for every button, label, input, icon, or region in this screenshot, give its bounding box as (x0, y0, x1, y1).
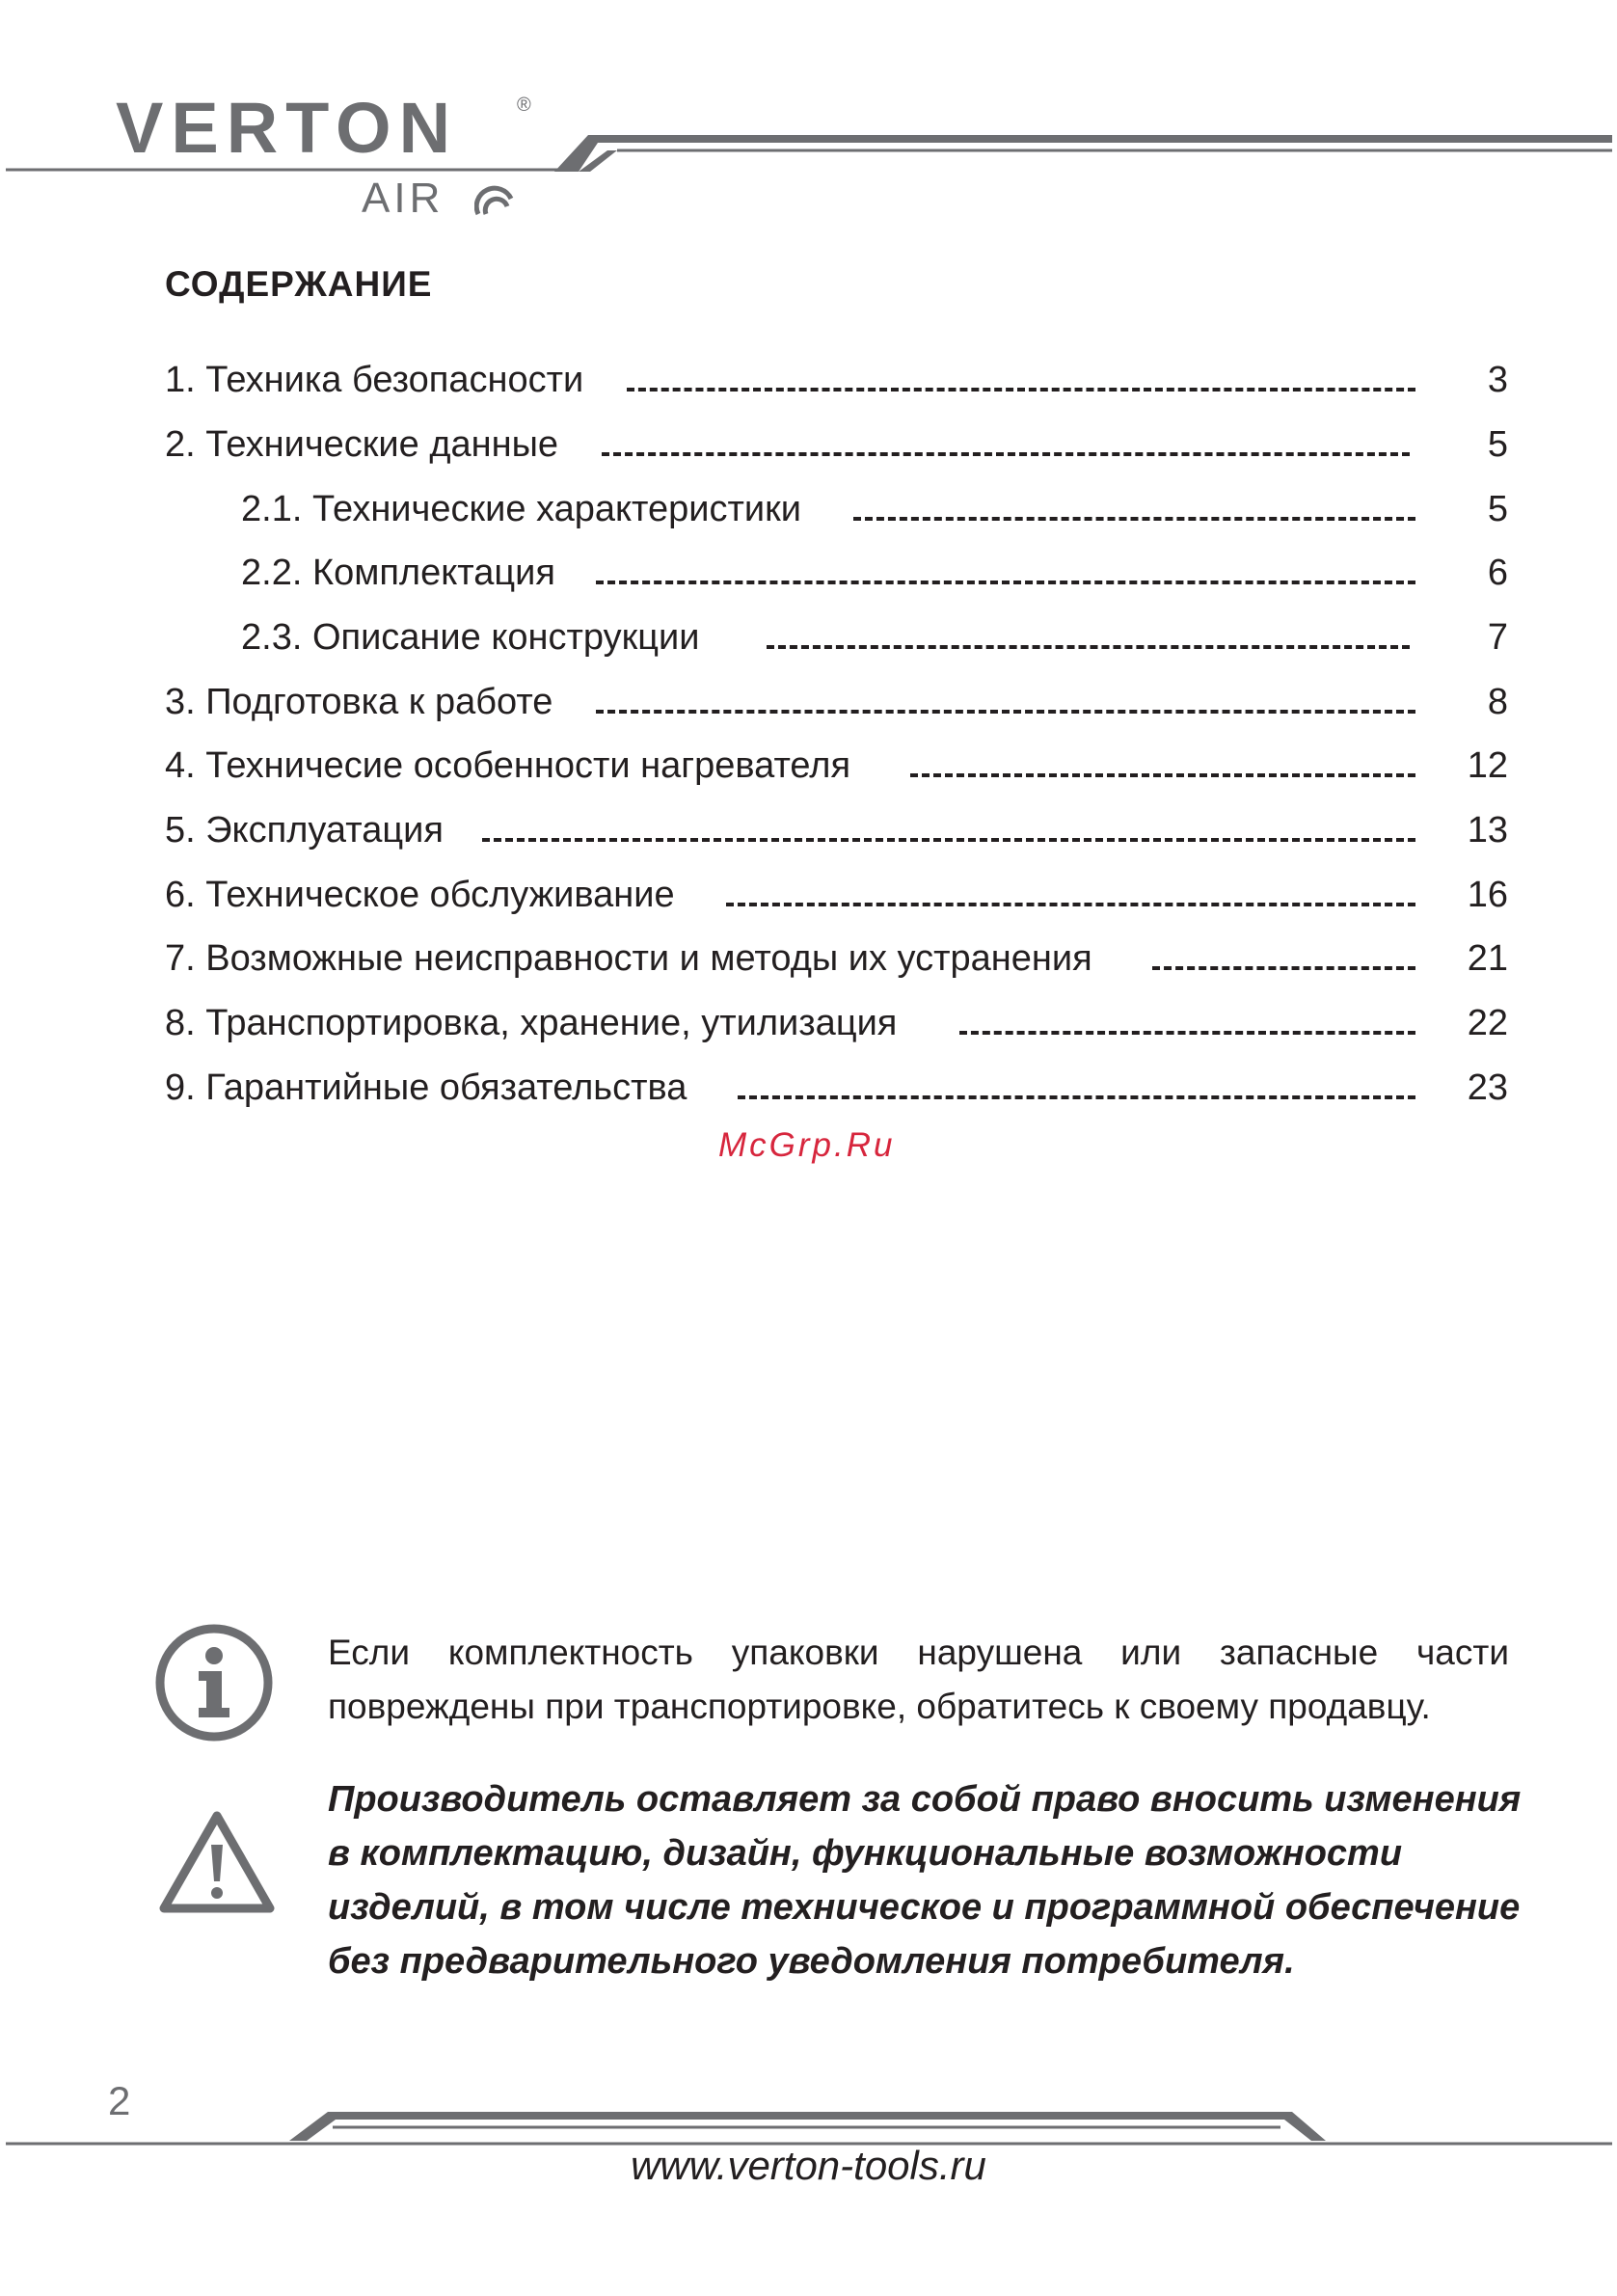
warning-notice-text: Производитель оставляет за собой право вносить изменения в комплектацию, дизайн, функциональные возможности изделий, в том числе техническое и программной обеспечение без предварительного уведомления потребителя. (328, 1779, 1522, 1982)
toc-leader (726, 871, 1415, 919)
toc-title: 4. Техничесие особенности нагревателя (165, 745, 851, 786)
air-swirl-icon (474, 179, 515, 218)
brand-logo: VERTON (116, 88, 459, 168)
toc-page-number: 22 (1467, 1003, 1508, 1043)
toc-leader (959, 999, 1415, 1047)
toc-page-number: 8 (1487, 682, 1508, 722)
toc-title: 1. Техника безопасности (165, 360, 584, 400)
toc-title: 3. Подготовка к работе (165, 682, 553, 722)
toc-page-number: 7 (1487, 617, 1508, 658)
toc-title: 2.1. Технические характеристики (241, 489, 801, 529)
toc-row[interactable] (0, 742, 1617, 790)
toc-page-number: 23 (1467, 1067, 1508, 1108)
info-notice-text: Если комплектность упаковки нарушена или запасные части повреждены при транспортировке, обратитесь к своему продавцу. (328, 1633, 1509, 1726)
toc-row[interactable] (0, 934, 1617, 983)
toc-leader (853, 485, 1415, 533)
watermark: McGrp.Ru (718, 1126, 896, 1164)
registered-mark: ® (517, 95, 531, 116)
toc-title: 8. Транспортировка, хранение, утилизация (165, 1003, 898, 1043)
toc-row[interactable] (0, 356, 1617, 404)
toc-page-number: 21 (1467, 938, 1508, 979)
toc-row[interactable] (0, 549, 1617, 597)
toc-title: 9. Гарантийные обязательства (165, 1067, 687, 1108)
toc-leader (910, 742, 1415, 790)
toc-page-number: 13 (1467, 810, 1508, 851)
page-title: СОДЕРЖАНИЕ (165, 264, 433, 304)
toc-page-number: 16 (1467, 875, 1508, 915)
toc-row[interactable] (0, 806, 1617, 854)
toc-title: 5. Эксплуатация (165, 810, 444, 851)
toc-row[interactable] (0, 420, 1617, 469)
toc-page-number: 6 (1487, 553, 1508, 593)
toc-row[interactable] (0, 999, 1617, 1047)
toc-row[interactable] (0, 613, 1617, 662)
toc-leader (602, 420, 1410, 469)
toc-page-number: 3 (1487, 360, 1508, 400)
toc-row[interactable] (0, 485, 1617, 533)
toc-row[interactable] (0, 1064, 1617, 1112)
toc-row[interactable] (0, 678, 1617, 726)
toc-leader (596, 549, 1415, 597)
warning-icon (156, 1808, 278, 1916)
toc-row[interactable] (0, 871, 1617, 919)
toc-page-number: 5 (1487, 424, 1508, 465)
toc-title: 7. Возможные неисправности и методы их устранения (165, 938, 1092, 979)
toc-page-number: 12 (1467, 745, 1508, 786)
toc-title: 2.2. Комплектация (241, 553, 555, 593)
toc-page-number: 5 (1487, 489, 1508, 529)
toc-leader (482, 806, 1415, 854)
toc-title: 6. Техническое обслуживание (165, 875, 675, 915)
sub-brand-logo: AIR (362, 175, 445, 222)
toc-leader (596, 678, 1415, 726)
toc-leader (627, 356, 1415, 404)
footer-website-link[interactable]: www.verton-tools.ru (631, 2143, 986, 2188)
page-number: 2 (108, 2078, 131, 2123)
toc-leader (767, 613, 1410, 662)
toc-title: 2. Технические данные (165, 424, 559, 465)
toc-leader (738, 1064, 1415, 1112)
toc-title: 2.3. Описание конструкции (241, 617, 700, 658)
toc-leader (1152, 934, 1415, 983)
info-icon (154, 1623, 274, 1742)
